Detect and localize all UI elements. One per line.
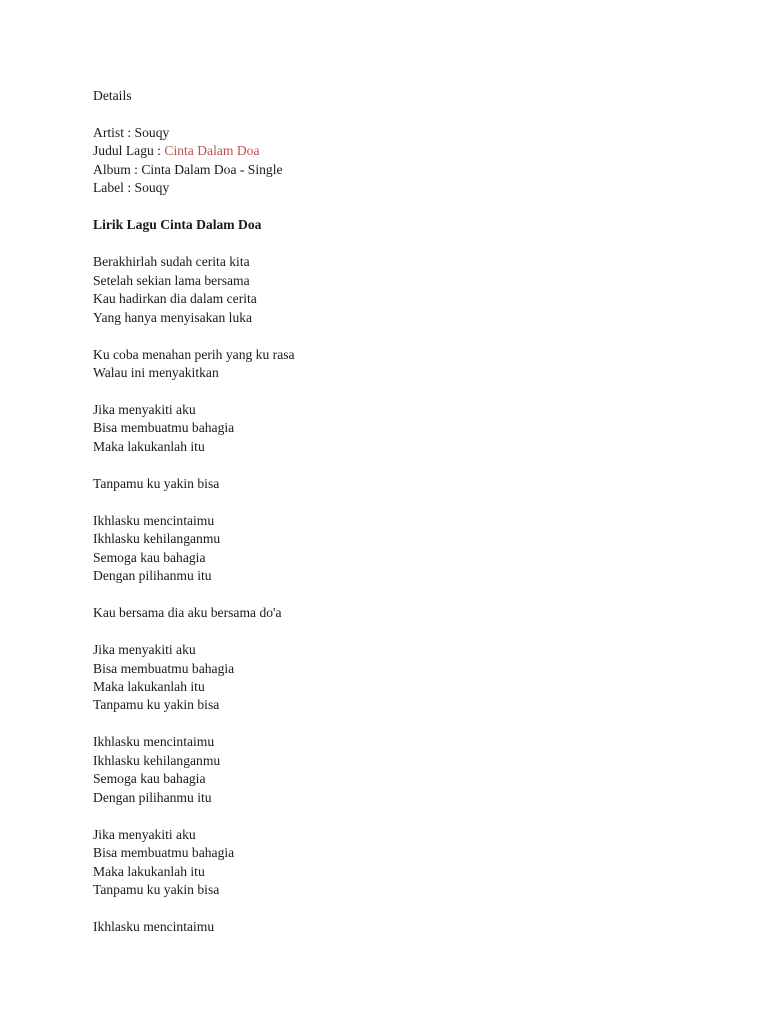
lyrics xyxy=(93,253,295,936)
album-label: Album : xyxy=(93,161,142,177)
blank-line xyxy=(93,900,295,918)
lyric-line: Berakhirlah sudah cerita kita xyxy=(93,254,250,270)
lyric-line: Walau ini menyakitkan xyxy=(93,365,219,381)
blank-line xyxy=(93,198,295,216)
lyric-line: Tanpamu ku yakin bisa xyxy=(93,882,220,898)
lyric-line: Maka lakukanlah itu xyxy=(93,679,205,694)
blank-line xyxy=(93,456,295,474)
blank-line xyxy=(93,715,295,733)
lyric-line: Bisa membuatmu bahagia xyxy=(93,845,235,861)
blank-line xyxy=(93,807,295,825)
album-line xyxy=(93,161,295,179)
blank-line xyxy=(93,383,295,401)
title-line xyxy=(93,142,295,160)
lyric-line: Dengan pilihanmu itu xyxy=(93,789,212,805)
lyric-line: Jika menyakiti aku xyxy=(93,826,196,842)
lyric-line: Ikhlasku mencintaimu xyxy=(93,512,215,528)
artist-label: Artist : xyxy=(93,124,135,140)
album-value: Cinta Dalam Doa - Single xyxy=(141,161,283,177)
details-heading: Details xyxy=(93,88,132,103)
lyric-line: Dengan pilihanmu itu xyxy=(93,568,212,584)
lyric-line: Semoga kau bahagia xyxy=(93,771,206,787)
lyric-line: Kau hadirkan dia dalam cerita xyxy=(93,291,257,307)
blank-line xyxy=(93,623,295,641)
label-value: Souqy xyxy=(134,180,170,196)
lyric-line: Ikhlasku mencintaimu xyxy=(93,734,215,750)
lyric-line: Bisa membuatmu bahagia xyxy=(93,660,235,676)
lyric-line: Ikhlasku kehilanganmu xyxy=(93,531,221,547)
blank-line xyxy=(93,105,295,123)
lyric-line: Jika menyakiti aku xyxy=(93,642,196,658)
lyric-line: Semoga kau bahagia xyxy=(93,549,206,565)
lyric-line: Setelah sekian lama bersama xyxy=(93,272,250,288)
artist-value: Souqy xyxy=(134,124,170,140)
lyric-line: Tanpamu ku yakin bisa xyxy=(93,697,220,713)
lyric-line: Maka lakukanlah itu xyxy=(93,863,205,879)
lyrics-heading: Lirik Lagu Cinta Dalam Doa xyxy=(93,217,262,233)
label-label: Label : xyxy=(93,180,135,196)
lyric-line: Bisa membuatmu bahagia xyxy=(93,420,235,436)
lyric-line: Ikhlasku kehilanganmu xyxy=(93,752,221,768)
lyric-line: Jika menyakiti aku xyxy=(93,401,196,417)
blank-line xyxy=(93,586,295,604)
lyric-line: Ku coba menahan perih yang ku rasa xyxy=(93,346,295,362)
lyric-line: Maka lakukanlah itu xyxy=(93,438,205,454)
lyric-line: Tanpamu ku yakin bisa xyxy=(93,475,220,491)
label-line xyxy=(93,179,295,197)
document-body xyxy=(93,87,295,937)
blank-line xyxy=(93,493,295,511)
lyric-line: Ikhlasku mencintaimu xyxy=(93,919,215,935)
lyric-line: Kau bersama dia aku bersama do'a xyxy=(93,605,282,621)
artist-line xyxy=(93,124,295,142)
blank-line xyxy=(93,327,295,345)
title-label: Judul Lagu : xyxy=(93,143,165,159)
lyric-line: Yang hanya menyisakan luka xyxy=(93,309,253,325)
title-link[interactable]: Cinta Dalam Doa xyxy=(164,143,260,159)
blank-line xyxy=(93,235,295,253)
